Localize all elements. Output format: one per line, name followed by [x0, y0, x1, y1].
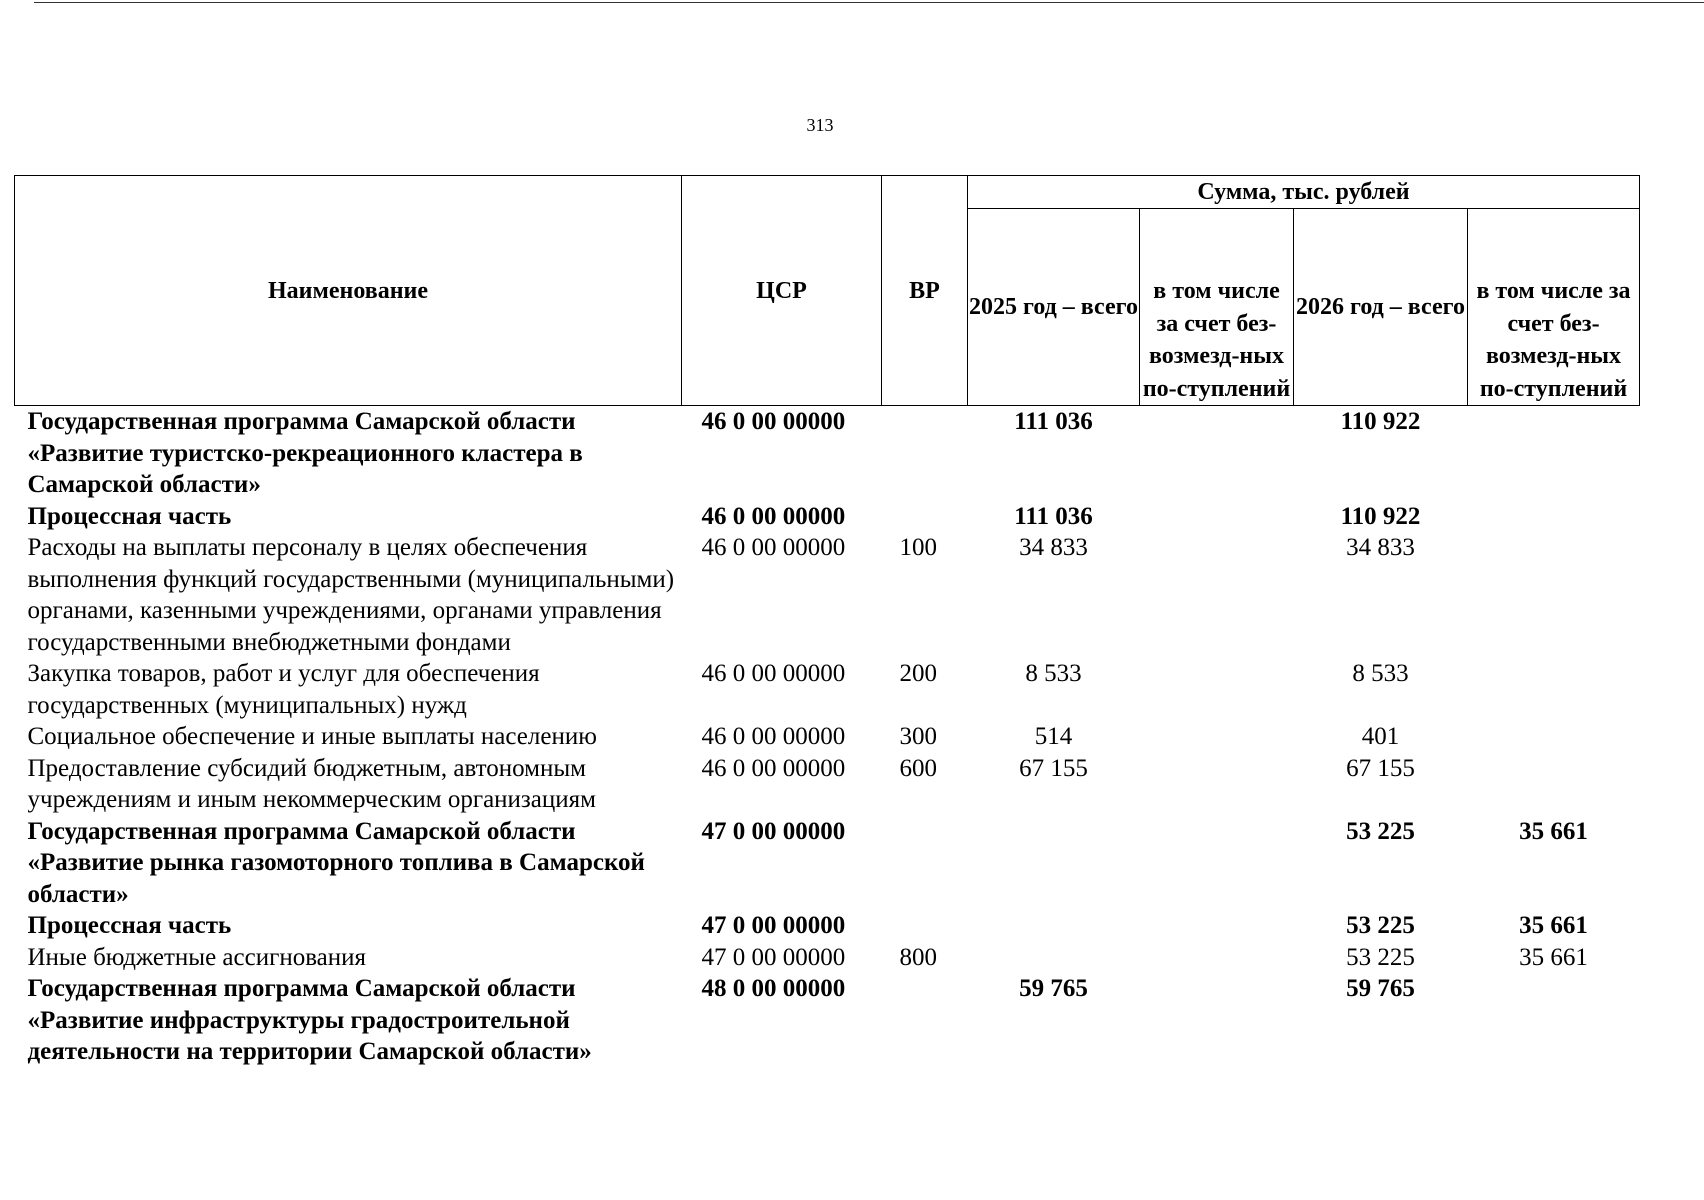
table-row: [15, 406, 1640, 501]
header-sum: Сумма, тыс. рублей: [968, 176, 1640, 209]
cell-vr: 100: [899, 534, 937, 561]
cell-2025-grants: [1140, 910, 1294, 942]
cell-2025-grants: [1140, 753, 1294, 816]
cell-name: Иные бюджетные ассигнования: [27, 943, 367, 971]
cell-2026-grants: 35 661: [1519, 943, 1588, 971]
cell-vr: [882, 973, 968, 1068]
cell-vr: [882, 910, 968, 942]
cell-2026-grants: 35 661: [1519, 817, 1588, 845]
cell-name: Государственная программа Самарской области «Развитие рынка газомоторного топлива в Самарской области»: [27, 817, 645, 908]
cell-2025-grants: [1140, 406, 1294, 501]
cell-csr: 46 0 00 00000: [701, 660, 846, 687]
table-row: [15, 942, 1640, 974]
cell-2026-total: 67 155: [1346, 754, 1415, 782]
cell-name: Расходы на выплаты персоналу в целях обеспечения выполнения функций государственными (муниципальными) органами, казенными учреждениями, органами управления государственными внебюджетными фондами: [27, 534, 675, 656]
cell-csr: 47 0 00 00000: [701, 943, 846, 971]
cell-csr: 46 0 00 00000: [701, 408, 846, 435]
cell-2026-total: 53 225: [1346, 817, 1415, 845]
cell-2026-grants: [1468, 658, 1640, 721]
table-row: [15, 816, 1640, 911]
cell-2025-grants: [1140, 942, 1294, 974]
cell-2025-grants: [1140, 816, 1294, 911]
cell-name: Процессная часть: [27, 912, 232, 939]
cell-2025-total: 514: [1034, 723, 1073, 750]
cell-2026-grants: [1468, 721, 1640, 753]
table-header: [15, 176, 1640, 406]
cell-2025-total: 111 036: [1014, 502, 1093, 530]
top-border-rule: [34, 2, 1704, 3]
page-number: 313: [806, 115, 834, 135]
cell-csr: 46 0 00 00000: [701, 723, 846, 750]
table-row: [15, 910, 1640, 942]
table-row: [15, 532, 1640, 658]
cell-vr: 300: [899, 723, 937, 750]
cell-2026-total: 53 225: [1346, 943, 1415, 971]
cell-name: Предоставление субсидий бюджетным, автономным учреждениям и иным некоммерческим организациям: [27, 754, 596, 813]
cell-2025-total: [968, 816, 1140, 911]
header-vr: ВР: [882, 176, 968, 406]
cell-2025-grants: [1140, 658, 1294, 721]
cell-csr: 46 0 00 00000: [701, 502, 846, 530]
header-2026-grants: в том числе за счет без-возмезд-ных по-ступлений: [1468, 209, 1640, 406]
cell-name: Социальное обеспечение и иные выплаты населению: [27, 723, 597, 750]
cell-csr: 47 0 00 00000: [701, 817, 846, 845]
cell-2026-grants: [1468, 753, 1640, 816]
table-row: [15, 721, 1640, 753]
cell-vr: 600: [899, 754, 937, 782]
cell-2025-grants: [1140, 721, 1294, 753]
cell-2025-total: 111 036: [1014, 408, 1093, 435]
cell-name: Закупка товаров, работ и услуг для обеспечения государственных (муниципальных) нужд: [27, 660, 540, 719]
header-2025-total: 2025 год – всего: [968, 209, 1140, 406]
header-2025-grants: в том числе за счет без-возмезд-ных по-ступлений: [1140, 209, 1294, 406]
cell-2026-grants: [1468, 501, 1640, 533]
cell-2025-total: 8 533: [1025, 660, 1082, 687]
cell-2025-grants: [1140, 532, 1294, 658]
cell-vr: [882, 406, 968, 501]
cell-2026-grants: 35 661: [1519, 912, 1588, 939]
cell-csr: 48 0 00 00000: [701, 975, 846, 1002]
cell-name: Процессная часть: [27, 502, 232, 530]
budget-table: [14, 175, 1640, 1068]
cell-2026-grants: [1468, 406, 1640, 501]
cell-2025-grants: [1140, 973, 1294, 1068]
header-name: Наименование: [15, 176, 682, 406]
cell-2026-total: 59 765: [1346, 975, 1415, 1002]
cell-csr: 46 0 00 00000: [701, 534, 846, 561]
cell-2025-total: 67 155: [1019, 754, 1088, 782]
table-row: [15, 658, 1640, 721]
header-2026-total: 2026 год – всего: [1294, 209, 1468, 406]
cell-vr: 800: [899, 943, 937, 971]
header-csr: ЦСР: [682, 176, 882, 406]
cell-2026-total: 8 533: [1352, 660, 1409, 687]
cell-2026-total: 110 922: [1340, 502, 1421, 530]
cell-vr: 200: [899, 660, 937, 687]
cell-2026-total: 34 833: [1346, 534, 1415, 561]
cell-2025-total: [968, 910, 1140, 942]
cell-2025-grants: [1140, 501, 1294, 533]
cell-csr: 47 0 00 00000: [701, 912, 846, 939]
table-row: [15, 753, 1640, 816]
cell-2025-total: 34 833: [1019, 534, 1088, 561]
cell-vr: [882, 816, 968, 911]
table-body: [15, 406, 1640, 1068]
cell-csr: 46 0 00 00000: [701, 754, 846, 782]
table-row: [15, 501, 1640, 533]
cell-name: Государственная программа Самарской области «Развитие туристско-рекреационного кластера в Самарской области»: [27, 408, 583, 498]
cell-name: Государственная программа Самарской области «Развитие инфраструктуры градостроительной деятельности на территории Самарской области»: [27, 975, 592, 1065]
cell-2026-total: 401: [1361, 723, 1400, 750]
cell-2025-total: 59 765: [1019, 975, 1088, 1002]
cell-2026-total: 110 922: [1340, 408, 1421, 435]
cell-2026-grants: [1468, 532, 1640, 658]
cell-2025-total: [968, 942, 1140, 974]
cell-vr: [882, 501, 968, 533]
table-row: [15, 973, 1640, 1068]
cell-2026-total: 53 225: [1346, 912, 1415, 939]
cell-2026-grants: [1468, 973, 1640, 1068]
